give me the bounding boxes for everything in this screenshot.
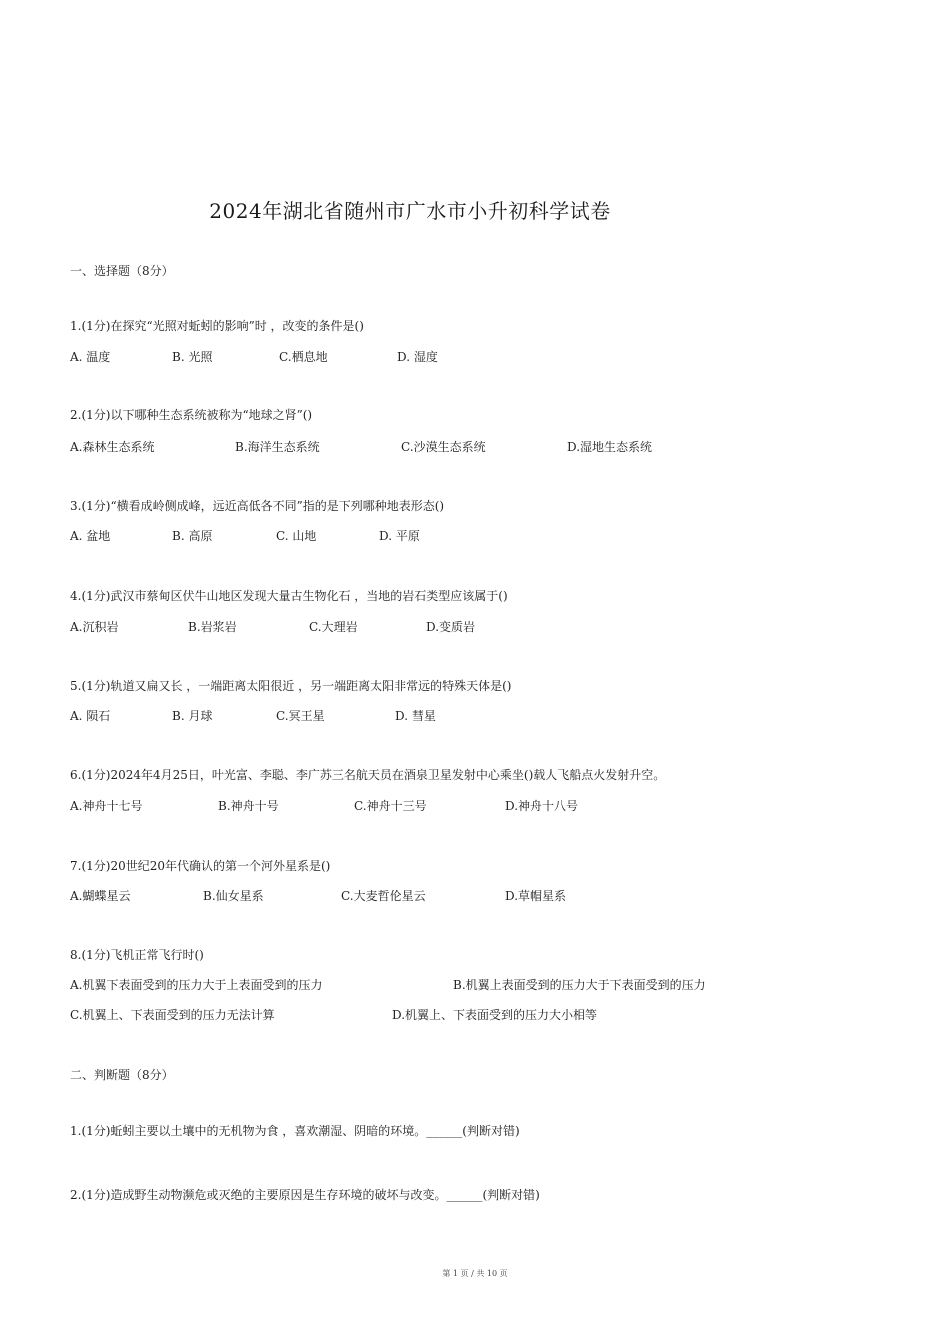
option-d: D.神舟十八号 <box>505 799 579 813</box>
page-title: 2024年湖北省随州市广水市小升初科学试卷 <box>209 199 611 223</box>
section-heading-judgement: 二、判断题（8分） <box>70 1068 174 1082</box>
option-a: A. 温度 <box>70 350 111 364</box>
question-stem: 4.(1分)武汉市蔡甸区伏牛山地区发现大量古生物化石 ，当地的岩石类型应该属于() <box>70 589 508 603</box>
option-c: C.栖息地 <box>279 350 328 364</box>
option-a: A. 陨石 <box>70 709 111 723</box>
section-heading-choice: 一、选择题（8分） <box>70 264 174 278</box>
option-c: C.冥王星 <box>276 709 325 723</box>
question-stem: 5.(1分)轨道又扁又长 ，一端距离太阳很近 ，另一端距离太阳非常远的特殊天体是() <box>70 679 512 693</box>
option-d: D. 湿度 <box>397 350 438 364</box>
option-d: D.湿地生态系统 <box>567 440 653 454</box>
option-d: D. 彗星 <box>395 709 436 723</box>
option-c: C.神舟十三号 <box>354 799 427 813</box>
question-stem: 1.(1分)蚯蚓主要以土壤中的无机物为食 ，喜欢潮湿、阴暗的环境。______(判断对错) <box>70 1124 520 1138</box>
option-c: C.沙漠生态系统 <box>401 440 486 454</box>
option-a: A.机翼下表面受到的压力大于上表面受到的压力 <box>70 978 323 992</box>
option-a: A.森林生态系统 <box>70 440 155 454</box>
option-a: A. 盆地 <box>70 529 111 543</box>
option-d: D.机翼上、下表面受到的压力大小相等 <box>392 1008 598 1022</box>
option-a: A.蝴蝶星云 <box>70 889 131 903</box>
question-stem: 2.(1分)以下哪种生态系统被称为“地球之肾”() <box>70 408 313 422</box>
option-a: A.神舟十七号 <box>70 799 143 813</box>
question-stem: 7.(1分)20世纪20年代确认的第一个河外星系是() <box>70 859 331 873</box>
option-c: C.机翼上、下表面受到的压力无法计算 <box>70 1008 275 1022</box>
option-b: B.机翼上表面受到的压力大于下表面受到的压力 <box>453 978 706 992</box>
question-stem: 6.(1分)2024年4月25日，叶光富、李聪、李广苏三名航天员在酒泉卫星发射中心乘坐()载人飞船点火发射升空。 <box>70 768 666 782</box>
option-b: B.岩浆岩 <box>188 620 237 634</box>
option-b: B. 月球 <box>172 709 213 723</box>
option-b: B.海洋生态系统 <box>235 440 320 454</box>
option-b: B.仙女星系 <box>203 889 264 903</box>
option-c: C.大理岩 <box>309 620 358 634</box>
question-stem: 2.(1分)造成野生动物濒危或灭绝的主要原因是生存环境的破坏与改变。______(判断对错) <box>70 1188 540 1202</box>
option-d: D.草帽星系 <box>505 889 567 903</box>
option-b: B. 光照 <box>172 350 213 364</box>
option-a: A.沉积岩 <box>70 620 119 634</box>
question-stem: 8.(1分)飞机正常飞行时() <box>70 948 204 962</box>
option-d: D.变质岩 <box>426 620 476 634</box>
option-c: C. 山地 <box>276 529 317 543</box>
option-b: B. 高原 <box>172 529 213 543</box>
page-number-footer: 第 1 页 / 共 10 页 <box>442 1269 508 1278</box>
question-stem: 3.(1分)“横看成岭侧成峰，远近高低各不同”指的是下列哪种地表形态() <box>70 499 445 513</box>
option-d: D. 平原 <box>379 529 420 543</box>
option-c: C.大麦哲伦星云 <box>341 889 426 903</box>
option-b: B.神舟十号 <box>218 799 279 813</box>
question-stem: 1.(1分)在探究“光照对蚯蚓的影响”时 ，改变的条件是() <box>70 319 364 333</box>
